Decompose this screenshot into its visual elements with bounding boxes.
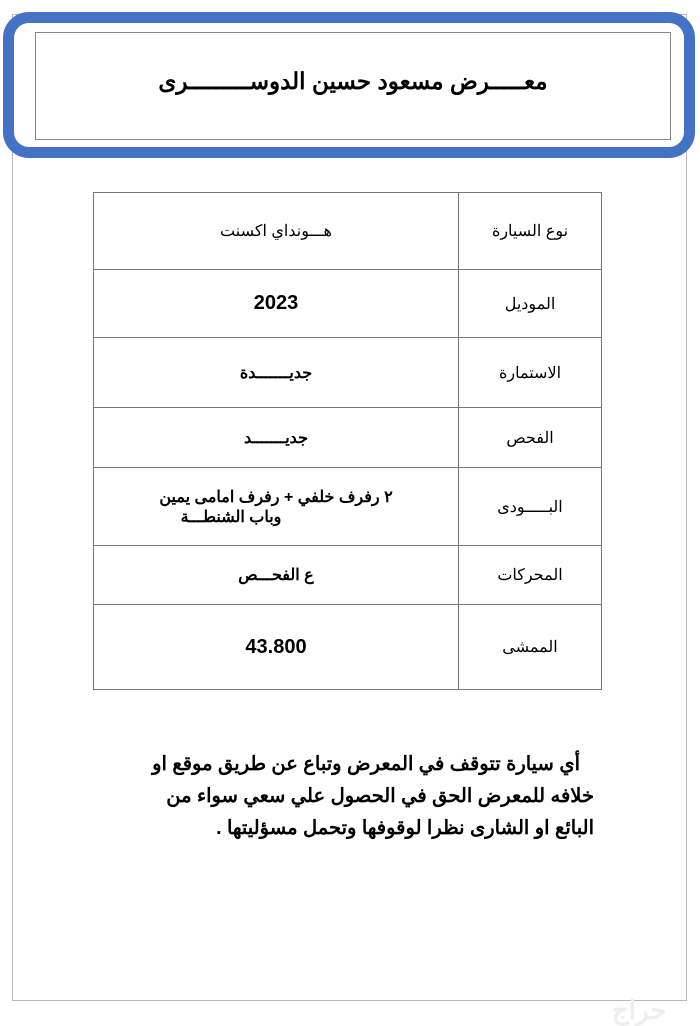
table-row [94, 338, 602, 408]
row-value: جديـــــــدة [94, 338, 459, 408]
row-label: الموديل [459, 270, 602, 338]
table-row [94, 546, 602, 605]
row-value: هـــونداي اكسنت [94, 193, 459, 270]
table-row [94, 270, 602, 338]
table-row [94, 408, 602, 468]
table-row [94, 605, 602, 690]
row-label: المحركات [459, 546, 602, 605]
row-value: 43.800 [94, 605, 459, 690]
row-value: 2023 [94, 270, 459, 338]
header-box [35, 32, 671, 140]
note-line: أي سيارة تتوقف في المعرض وتباع عن طريق موقع او [152, 753, 580, 775]
row-value-line: وباب الشنطـــة [180, 508, 282, 526]
row-value-line: ٢ رفرف خلفي + رفرف امامى يمين [159, 488, 393, 506]
note-line: البائع او الشارى نظرا لوقوفها وتحمل مسؤليتها . [216, 817, 594, 839]
car-details-table [93, 192, 602, 690]
row-label: الفحص [459, 408, 602, 468]
table-row [94, 468, 602, 546]
watermark-logo: حراج [612, 995, 667, 1025]
note-line: خلافه للمعرض الحق في الحصول علي سعي سواء من [166, 785, 594, 807]
row-value: ع الفحـــص [94, 546, 459, 605]
row-value: جديـــــــد [94, 408, 459, 468]
row-label: الاستمارة [459, 338, 602, 408]
row-label: نوع السيارة [459, 193, 602, 270]
table-row [94, 193, 602, 270]
row-label: الممشى [459, 605, 602, 690]
row-label: البـــــودى [459, 468, 602, 546]
page-title: معـــــرض مسعود حسين الدوســـــــــرى [158, 67, 548, 94]
terms-note [100, 748, 594, 844]
row-value [94, 468, 459, 546]
